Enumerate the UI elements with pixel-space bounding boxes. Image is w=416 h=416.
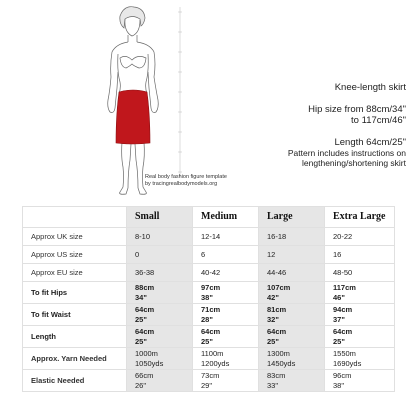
- table-cell: [259, 264, 325, 282]
- cell-line: 44-46: [267, 267, 287, 277]
- column-header: Small: [127, 207, 193, 228]
- cell-line: 25": [135, 336, 147, 346]
- column-header: Extra Large: [325, 207, 395, 228]
- table-cell: [259, 348, 325, 370]
- cell-line: 25": [333, 336, 345, 346]
- cell-line: 12-14: [201, 231, 221, 241]
- table-cell: [325, 304, 395, 326]
- note-line-1: Pattern includes instructions on: [287, 148, 406, 158]
- cell-line: 64cm: [201, 327, 221, 336]
- table-cell: [193, 264, 259, 282]
- credit-line-1: Real body fashion figure template: [145, 174, 227, 180]
- cell-line: 0: [135, 249, 140, 259]
- cell-line: 25": [267, 336, 279, 346]
- table-row: [23, 282, 395, 304]
- skirt-title: Knee-length skirt: [334, 82, 406, 93]
- table-row: [23, 228, 395, 246]
- table-cell: [193, 304, 259, 326]
- cell-line: 117cm: [333, 283, 356, 292]
- row-label: Approx EU size: [23, 264, 127, 282]
- figure-skirt: [116, 90, 150, 144]
- table-row: [23, 304, 395, 326]
- table-cell: [127, 282, 193, 304]
- cell-line: 20-22: [333, 231, 353, 241]
- table-cell: [325, 246, 395, 264]
- cell-line: 37": [333, 314, 345, 324]
- cell-line: 8-10: [135, 231, 151, 241]
- table-cell: [127, 348, 193, 370]
- cell-line: 64cm: [267, 327, 287, 336]
- cell-line: 96cm: [333, 371, 352, 380]
- table-cell: [259, 326, 325, 348]
- cell-line: 34": [135, 292, 147, 302]
- cell-line: 48-50: [333, 267, 353, 277]
- table-cell: [325, 282, 395, 304]
- cell-line: 16-18: [267, 231, 287, 241]
- table-cell: [193, 282, 259, 304]
- table-cell: [127, 264, 193, 282]
- row-label: Approx UK size: [23, 228, 127, 246]
- table-cell: [193, 326, 259, 348]
- row-label: Length: [23, 326, 127, 348]
- table-cell: [127, 326, 193, 348]
- cell-line: 1550m: [333, 349, 356, 358]
- row-label: To fit Waist: [23, 304, 127, 326]
- cell-line: 94cm: [333, 305, 353, 314]
- cell-line: 1100m: [201, 349, 224, 358]
- table-header-row: [23, 207, 395, 228]
- credit-line-2: by tracingrealbodymodels.org: [145, 181, 218, 187]
- skirt-info: [236, 82, 406, 168]
- cell-line: 64cm: [135, 327, 155, 336]
- table-cell: [325, 228, 395, 246]
- cell-line: 25": [135, 314, 147, 324]
- cell-line: 33": [267, 380, 279, 390]
- table-row: [23, 246, 395, 264]
- hip-size-range: [236, 104, 406, 126]
- cell-line: 29": [201, 380, 213, 390]
- table-row: [23, 264, 395, 282]
- row-label: To fit Hips: [23, 282, 127, 304]
- cell-line: 46": [333, 292, 345, 302]
- figure-hair: [120, 7, 145, 28]
- row-label: Approx US size: [23, 246, 127, 264]
- table-corner-cell: [23, 207, 127, 228]
- table-cell: [325, 264, 395, 282]
- cell-line: 42": [267, 292, 279, 302]
- cell-line: 97cm: [201, 283, 221, 292]
- table-cell: [325, 370, 395, 392]
- table-cell: [127, 228, 193, 246]
- row-label: Approx. Yarn Needed: [23, 348, 127, 370]
- cell-line: 64cm: [333, 327, 353, 336]
- figure-torso: [118, 54, 149, 94]
- table-row: [23, 326, 395, 348]
- column-header: Large: [259, 207, 325, 228]
- cell-line: 1200yds: [201, 358, 230, 368]
- table-row: [23, 370, 395, 392]
- cell-line: 36-38: [135, 267, 155, 277]
- table-cell: [127, 246, 193, 264]
- table-cell: [259, 282, 325, 304]
- table-body: [23, 228, 395, 392]
- cell-line: 16: [333, 249, 342, 259]
- cell-line: 1050yds: [135, 358, 164, 368]
- cell-line: 88cm: [135, 283, 155, 292]
- cell-line: 66cm: [135, 371, 154, 380]
- cell-line: 38": [201, 292, 213, 302]
- figure-head: [125, 19, 140, 36]
- table-cell: [259, 370, 325, 392]
- cell-line: 107cm: [267, 283, 291, 292]
- table-cell: [259, 228, 325, 246]
- row-label: Elastic Needed: [23, 370, 127, 392]
- cell-line: 38": [333, 380, 345, 390]
- table-cell: [325, 348, 395, 370]
- size-chart-table: [22, 206, 395, 392]
- length-line: Length 64cm/25": [334, 137, 406, 148]
- cell-line: 81cm: [267, 305, 287, 314]
- cell-line: 26": [135, 380, 147, 390]
- cell-line: 64cm: [135, 305, 155, 314]
- table-cell: [193, 246, 259, 264]
- figure-credit: [145, 174, 255, 188]
- figure-bra: [120, 56, 146, 68]
- table-cell: [325, 326, 395, 348]
- cell-line: 1000m: [135, 349, 158, 358]
- table-cell: [193, 348, 259, 370]
- cell-line: 40-42: [201, 267, 221, 277]
- cell-line: 32": [267, 314, 279, 324]
- pattern-note: [236, 148, 406, 168]
- cell-line: 12: [267, 249, 276, 259]
- table-cell: [127, 370, 193, 392]
- cell-line: 71cm: [201, 305, 221, 314]
- table-cell: [193, 228, 259, 246]
- table-row: [23, 348, 395, 370]
- cell-line: 25": [201, 336, 213, 346]
- table-cell: [259, 246, 325, 264]
- column-header: Medium: [193, 207, 259, 228]
- cell-line: 1450yds: [267, 358, 296, 368]
- cell-line: 28": [201, 314, 213, 324]
- cell-line: 73cm: [201, 371, 220, 380]
- cell-line: 6: [201, 249, 206, 259]
- cell-line: 83cm: [267, 371, 286, 380]
- cell-line: 1300m: [267, 349, 290, 358]
- table-cell: [127, 304, 193, 326]
- fashion-figure-illustration: [70, 2, 190, 202]
- table-cell: [193, 370, 259, 392]
- table-cell: [259, 304, 325, 326]
- note-line-2: lengthening/shortening skirt: [302, 158, 406, 168]
- cell-line: 1690yds: [333, 358, 362, 368]
- figure-left-leg: [120, 142, 131, 194]
- hip-line-2: to 117cm/46": [351, 115, 406, 126]
- hip-line-1: Hip size from 88cm/34": [308, 104, 406, 115]
